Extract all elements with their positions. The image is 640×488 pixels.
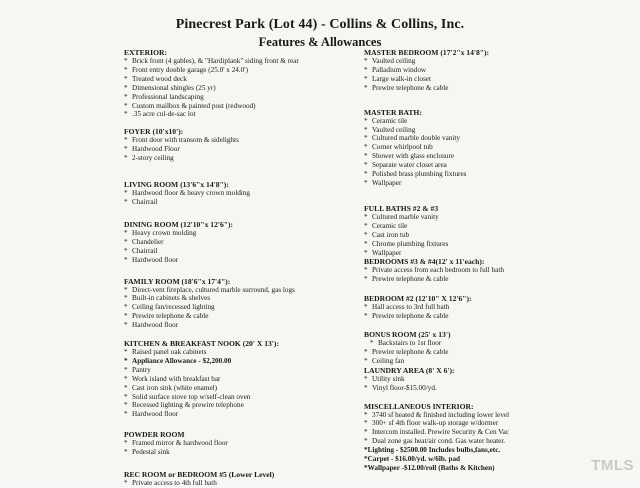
asterisk-bullet-icon: * [364, 410, 368, 419]
asterisk-bullet-icon: * [364, 230, 368, 239]
asterisk-bullet-icon: * [364, 248, 368, 257]
feature-item [124, 303, 346, 312]
feature-item-text: Hardwood floor & heavy crown molding [132, 189, 250, 198]
asterisk-bullet-icon: * [364, 178, 368, 187]
feature-item-text: Prewire telephone & cable [372, 83, 449, 92]
feature-item-text: Pedestal sink [132, 448, 170, 457]
asterisk-bullet-icon: * [364, 312, 368, 321]
feature-item [364, 231, 610, 240]
feature-item [124, 102, 346, 111]
document-subtitle: Features & Allowances [258, 35, 382, 49]
feature-item-text: Vaulted ceiling [372, 125, 416, 134]
feature-item [364, 303, 610, 312]
asterisk-bullet-icon: * [124, 154, 128, 163]
feature-item-text: Separate water closet area [372, 161, 447, 170]
section-family [124, 277, 346, 331]
feature-item [124, 348, 346, 357]
feature-item-text: Ceiling fan/recessed lighting [132, 303, 215, 312]
section-bonus [364, 330, 610, 366]
asterisk-bullet-icon: * [364, 212, 368, 221]
asterisk-bullet-icon: * [364, 83, 368, 92]
section-rec [124, 470, 346, 488]
feature-item-text: Brick front (4 gables), & "Hardiplank" siding front & rear [132, 57, 299, 65]
asterisk-bullet-icon: * [124, 136, 128, 145]
section-title-foyer: FOYER (10'x10'): [124, 127, 184, 137]
feature-item-text: Large walk-in closet [372, 74, 431, 83]
asterisk-bullet-icon: * [124, 448, 128, 457]
asterisk-bullet-icon: * [124, 383, 128, 392]
asterisk-bullet-icon: * [124, 246, 128, 255]
feature-item [124, 75, 346, 84]
feature-item-text: 300+ sf 4th floor walk-up storage w/dormer [372, 419, 499, 428]
left-column [124, 48, 346, 488]
asterisk-bullet-icon: * [364, 266, 368, 275]
feature-item [124, 366, 346, 375]
feature-item-text: *Wallpaper -$12.00/roll (Baths & Kitchen) [364, 464, 495, 472]
feature-item-text: Intercom installed. Prewire Security & Cen Vac [372, 428, 509, 437]
feature-item-text: Solid surface stove top w/self-clean oven [132, 392, 251, 401]
asterisk-bullet-icon: * [364, 356, 368, 365]
section-title-master-bed: MASTER BEDROOM (17'2"x 14'8"): [364, 48, 490, 57]
feature-item-text: Prewire telephone & cable [132, 312, 209, 321]
asterisk-bullet-icon: * [364, 170, 368, 179]
feature-item-text: Prewire telephone & cable [372, 275, 449, 284]
asterisk-bullet-icon: * [124, 410, 128, 419]
asterisk-bullet-icon: * [124, 356, 128, 365]
asterisk-bullet-icon: * [124, 365, 128, 374]
feature-item [124, 198, 346, 207]
asterisk-bullet-icon: * [364, 125, 368, 134]
asterisk-bullet-icon: * [364, 428, 368, 437]
feature-item-text: Private access to 4th full bath [132, 479, 217, 488]
section-title-dining: DINING ROOM (12'10"x 12'6"): [124, 219, 234, 229]
feature-item [124, 256, 346, 265]
feature-item [364, 348, 610, 357]
asterisk-bullet-icon: * [124, 145, 128, 154]
document-title: Pinecrest Park (Lot 44) - Collins & Collins, Inc. [175, 17, 465, 32]
section-title-bed34: BEDROOMS #3 & #4(12' x 11'each): [364, 257, 485, 267]
section-full-baths [364, 204, 610, 258]
section-title-living: LIVING ROOM (13'6"x 14'8"): [124, 180, 229, 190]
feature-item [364, 428, 610, 437]
feature-item [124, 57, 346, 66]
feature-item [364, 275, 610, 284]
asterisk-bullet-icon: * [364, 347, 368, 356]
asterisk-bullet-icon: * [364, 65, 368, 74]
feature-item-text: Vaulted ceiling [372, 57, 416, 65]
feature-item-text: 3740 sf heated & finished including lower level [372, 410, 510, 419]
feature-item [124, 479, 346, 488]
feature-item-text: Ceramic tile [372, 221, 408, 230]
feature-item [364, 240, 610, 249]
feature-item [124, 439, 346, 448]
asterisk-bullet-icon: * [364, 419, 368, 428]
feature-item [124, 229, 346, 238]
feature-item-text: Cast iron tub [372, 230, 410, 239]
asterisk-bullet-icon: * [124, 439, 128, 448]
feature-item-text: Chrome plumbing fixtures [372, 239, 449, 248]
feature-item [364, 152, 610, 161]
section-title-powder: POWDER ROOM [124, 430, 185, 440]
tmls-watermark: TMLS [591, 457, 634, 474]
feature-item-text: Raised panel oak cabinets [132, 348, 207, 357]
feature-item [124, 84, 346, 93]
asterisk-bullet-icon: * [124, 348, 128, 357]
asterisk-bullet-icon: * [364, 275, 368, 284]
feature-item [364, 266, 610, 275]
feature-item [124, 189, 346, 198]
asterisk-bullet-icon: * [124, 65, 128, 74]
asterisk-bullet-icon: * [124, 189, 128, 198]
feature-item [364, 437, 610, 446]
feature-item [124, 384, 346, 393]
section-exterior [124, 48, 346, 119]
feature-item-text: Hardwood floor [132, 321, 179, 330]
section-powder [124, 430, 346, 457]
feature-item-text: Shower with glass enclosure [372, 152, 455, 161]
feature-item-text: .35 acre cul-de-sac lot [132, 110, 196, 119]
feature-item-text: Cast iron sink (white enamel) [132, 383, 218, 392]
asterisk-bullet-icon: * [124, 294, 128, 303]
section-title-bed2: BEDROOM #2 (12'10" X 12'6"): [364, 294, 472, 304]
asterisk-bullet-icon: * [124, 101, 128, 110]
feature-item [364, 170, 610, 179]
feature-item [124, 145, 346, 154]
feature-item-text: Chairrail [132, 246, 158, 255]
feature-item-text: Backstairs to 1st floor [378, 339, 442, 348]
feature-item [364, 375, 610, 384]
feature-item [124, 247, 346, 256]
asterisk-bullet-icon: * [124, 392, 128, 401]
feature-item [124, 357, 346, 366]
feature-item-text: Custom mailbox & painted post (redwood) [132, 101, 256, 110]
asterisk-bullet-icon: * [364, 57, 368, 65]
asterisk-bullet-icon: * [124, 74, 128, 83]
asterisk-bullet-icon: * [364, 74, 368, 83]
section-bed34 [364, 257, 610, 284]
feature-item-text: Polished brass plumbing fixtures [372, 170, 467, 179]
feature-item-text: Prewire telephone & cable [372, 347, 449, 356]
feature-item [364, 143, 610, 152]
asterisk-bullet-icon: * [124, 83, 128, 92]
feature-item [124, 294, 346, 303]
section-master-bed [364, 48, 610, 93]
feature-item [124, 110, 346, 119]
feature-item-text: Hardwood Floor [132, 145, 180, 154]
feature-item-text: 2-story ceiling [132, 154, 174, 163]
asterisk-bullet-icon: * [364, 134, 368, 143]
feature-item-text: *Carpet - $16.00/yd. w/6lb. pad [364, 455, 461, 464]
feature-item [364, 57, 610, 66]
section-title-laundry: LAUNDRY AREA (8' X 6'): [364, 365, 455, 375]
asterisk-bullet-icon: * [364, 116, 368, 125]
feature-item-text: Pantry [132, 365, 151, 374]
feature-item-text: Corner whirlpool tub [372, 143, 433, 152]
feature-item [124, 448, 346, 457]
section-title-family: FAMILY ROOM (18'6"x 17'4"): [124, 276, 231, 286]
feature-item [364, 75, 610, 84]
feature-item [364, 179, 610, 188]
feature-item-text: Chairrail [132, 197, 158, 206]
section-misc [364, 402, 610, 473]
feature-item-text: Ceramic tile [372, 116, 408, 125]
asterisk-bullet-icon: * [364, 152, 368, 161]
feature-item [124, 410, 346, 419]
asterisk-bullet-icon: * [364, 161, 368, 170]
feature-item-text: Dual zone gas heat/air cond. Gas water heater. [372, 437, 506, 446]
asterisk-bullet-icon: * [124, 303, 128, 312]
feature-item-text: Private access from each bedroom to full bath [372, 266, 504, 275]
feature-item [364, 384, 610, 393]
feature-item [364, 312, 610, 321]
feature-item [364, 134, 610, 143]
feature-item-text: Chandelier [132, 237, 164, 246]
asterisk-bullet-icon: * [124, 285, 128, 294]
asterisk-bullet-icon: * [124, 255, 128, 264]
feature-item-text: Heavy crown molding [132, 228, 197, 237]
asterisk-bullet-icon: * [124, 401, 128, 410]
asterisk-bullet-icon: * [364, 143, 368, 152]
section-title-bonus: BONUS ROOM (25' x 13') [364, 330, 451, 340]
feature-item [364, 84, 610, 93]
feature-item [124, 93, 346, 102]
feature-item [124, 66, 346, 75]
feature-item-text: Recessed lighting & prewire telephone [132, 401, 244, 410]
feature-item [124, 401, 346, 410]
feature-item-text: Palladium window [372, 65, 427, 74]
feature-item-text: Hardwood floor [132, 410, 179, 419]
feature-item [124, 321, 346, 330]
asterisk-bullet-icon: * [124, 228, 128, 237]
asterisk-bullet-icon: * [364, 383, 368, 392]
asterisk-bullet-icon: * [124, 110, 128, 119]
feature-item [364, 249, 610, 258]
feature-item [364, 126, 610, 135]
asterisk-bullet-icon: * [370, 339, 374, 348]
feature-item-text: Hall access to 3rd full bath [372, 303, 450, 312]
feature-item [364, 161, 610, 170]
feature-item-text: Built-in cabinets & shelves [132, 294, 211, 303]
feature-item [364, 357, 610, 366]
feature-item [364, 419, 610, 428]
feature-item-text: Appliance Allowance - $2,200.00 [132, 356, 232, 365]
asterisk-bullet-icon: * [364, 221, 368, 230]
feature-item [364, 464, 610, 473]
right-column [364, 48, 610, 473]
section-title-rec: REC ROOM or BEDROOM #5 (Lower Level) [124, 470, 275, 480]
section-title-kitchen: KITCHEN & BREAKFAST NOOK (20' X 13'): [124, 339, 279, 349]
feature-item-text: Wallpaper [372, 178, 402, 187]
feature-item-text: Ceiling fan [372, 356, 405, 365]
asterisk-bullet-icon: * [124, 312, 128, 321]
section-kitchen [124, 339, 346, 419]
section-laundry [364, 366, 610, 393]
feature-item-text: Utility sink [372, 374, 405, 383]
asterisk-bullet-icon: * [364, 239, 368, 248]
section-dining [124, 220, 346, 265]
section-title-full-baths: FULL BATHS #2 & #3 [364, 203, 439, 213]
feature-item-text: Cultured marble vanity [372, 212, 439, 221]
feature-item-text: Cultured marble double vanity [372, 134, 461, 143]
feature-item [124, 154, 346, 163]
asterisk-bullet-icon: * [364, 303, 368, 312]
feature-item-text: Direct-vent fireplace, cultured marble surround, gas logs [132, 285, 295, 294]
feature-item-text: Front door with transom & sidelights [132, 136, 239, 145]
feature-item [364, 66, 610, 75]
feature-item [124, 375, 346, 384]
section-title-exterior: EXTERIOR: [124, 48, 168, 57]
feature-item [124, 286, 346, 295]
feature-item-text: Professional landscaping [132, 92, 204, 101]
feature-item [364, 411, 610, 420]
feature-item [364, 213, 610, 222]
feature-item-text: Vinyl floor-$15.00/yd. [372, 383, 437, 392]
feature-item-text: Prewire telephone & cable [372, 312, 449, 321]
asterisk-bullet-icon: * [124, 374, 128, 383]
feature-item-text: Dimensional shingles (25 yr) [132, 83, 216, 92]
section-title-misc: MISCELLANEOUS INTERIOR: [364, 401, 474, 411]
feature-item [124, 238, 346, 247]
feature-item [364, 455, 610, 464]
section-bed2 [364, 294, 610, 321]
asterisk-bullet-icon: * [124, 479, 128, 488]
feature-item [124, 393, 346, 402]
section-foyer [124, 127, 346, 163]
feature-item-text: Treated wood deck [132, 74, 187, 83]
feature-item-text: Work island with breakfast bar [132, 374, 221, 383]
feature-item [364, 222, 610, 231]
asterisk-bullet-icon: * [124, 197, 128, 206]
feature-item-text: Front entry double garage (25.0' x 24.0') [132, 65, 248, 74]
feature-item [364, 446, 610, 455]
feature-item [364, 117, 610, 126]
feature-item-text: Hardwood floor [132, 255, 179, 264]
asterisk-bullet-icon: * [364, 437, 368, 446]
asterisk-bullet-icon: * [364, 374, 368, 383]
asterisk-bullet-icon: * [124, 237, 128, 246]
asterisk-bullet-icon: * [124, 321, 128, 330]
feature-item [364, 339, 610, 348]
section-master-bath [364, 108, 610, 188]
feature-item [124, 136, 346, 145]
feature-item-text: Wallpaper [372, 248, 402, 257]
asterisk-bullet-icon: * [124, 92, 128, 101]
feature-item [124, 312, 346, 321]
section-living [124, 180, 346, 207]
asterisk-bullet-icon: * [124, 57, 128, 65]
feature-item-text: *Lighting - $2500.00 Includes bulbs,fans,etc. [364, 446, 501, 455]
section-title-master-bath: MASTER BATH: [364, 107, 422, 117]
feature-item-text: Framed mirror & hardwood floor [132, 439, 228, 448]
